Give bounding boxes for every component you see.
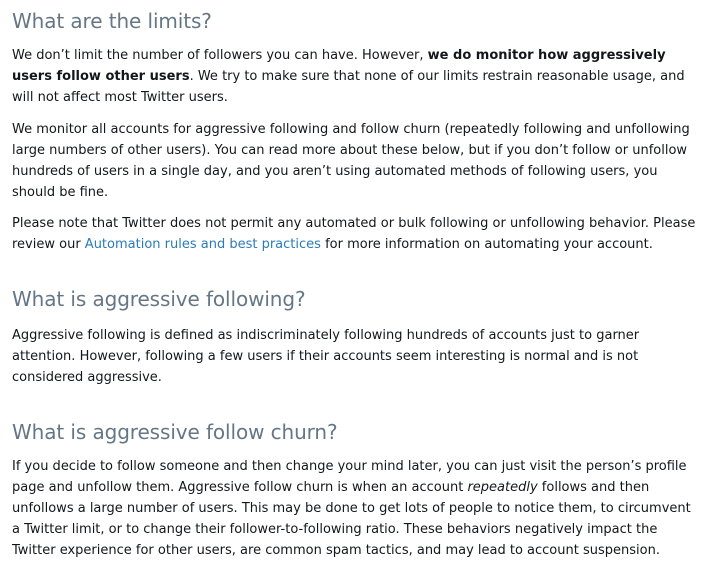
heading-follow-churn: What is aggressive follow churn? <box>12 420 338 444</box>
automation-rules-link[interactable]: Automation rules and best practices <box>84 237 321 252</box>
text-fragment: We don’t limit the number of followers you can have. However, <box>12 48 428 63</box>
text-fragment: follows and then unfollows a large number of users. This may be done to get lots of people to notice them, to circumvent a Twitter limit, or to change their follower-to-following ratio. These behaviors negatively impact the Twitter experience for other users, are common spam tactics, and may lead to account suspension. <box>12 480 691 558</box>
text-fragment: Please note that Twitter does not permit any automated or bulk following or unfollowing behavior. Please review our <box>12 216 696 252</box>
heading-aggressive-following: What is aggressive following? <box>12 287 306 311</box>
text-fragment: for more information on automating your account. <box>320 237 653 252</box>
paragraph-aggressive-following: Aggressive following is defined as indiscriminately following hundreds of accounts just to garner attention. However, following a few users if their accounts seem interesting is normal and is not considered aggressive. <box>12 328 640 385</box>
paragraph-limits-automation <box>12 213 696 255</box>
paragraph-limits-followers <box>12 45 696 108</box>
emphasis-repeatedly: repeatedly <box>467 480 538 495</box>
paragraph-follow-churn <box>12 456 696 561</box>
paragraph-limits-monitoring: We monitor all accounts for aggressive following and follow churn (repeatedly following and unfollowing large numbers of other users). You can read more about these below, but if you don’t follow or unfollow hundreds of users in a single day, and you aren’t using automated methods of following users, you should be fine. <box>12 122 690 200</box>
text-fragment: If you decide to follow someone and then change your mind later, you can just visit the person’s profile page and unfollow them. Aggressive follow churn is when an account <box>12 459 687 495</box>
text-fragment: . We try to make sure that none of our limits restrain reasonable usage, and will not affect most Twitter users. <box>12 69 685 105</box>
bold-monitor-text: we do monitor how aggressively users follow other users <box>12 48 666 84</box>
article-content <box>12 0 696 561</box>
heading-limits: What are the limits? <box>12 9 212 33</box>
